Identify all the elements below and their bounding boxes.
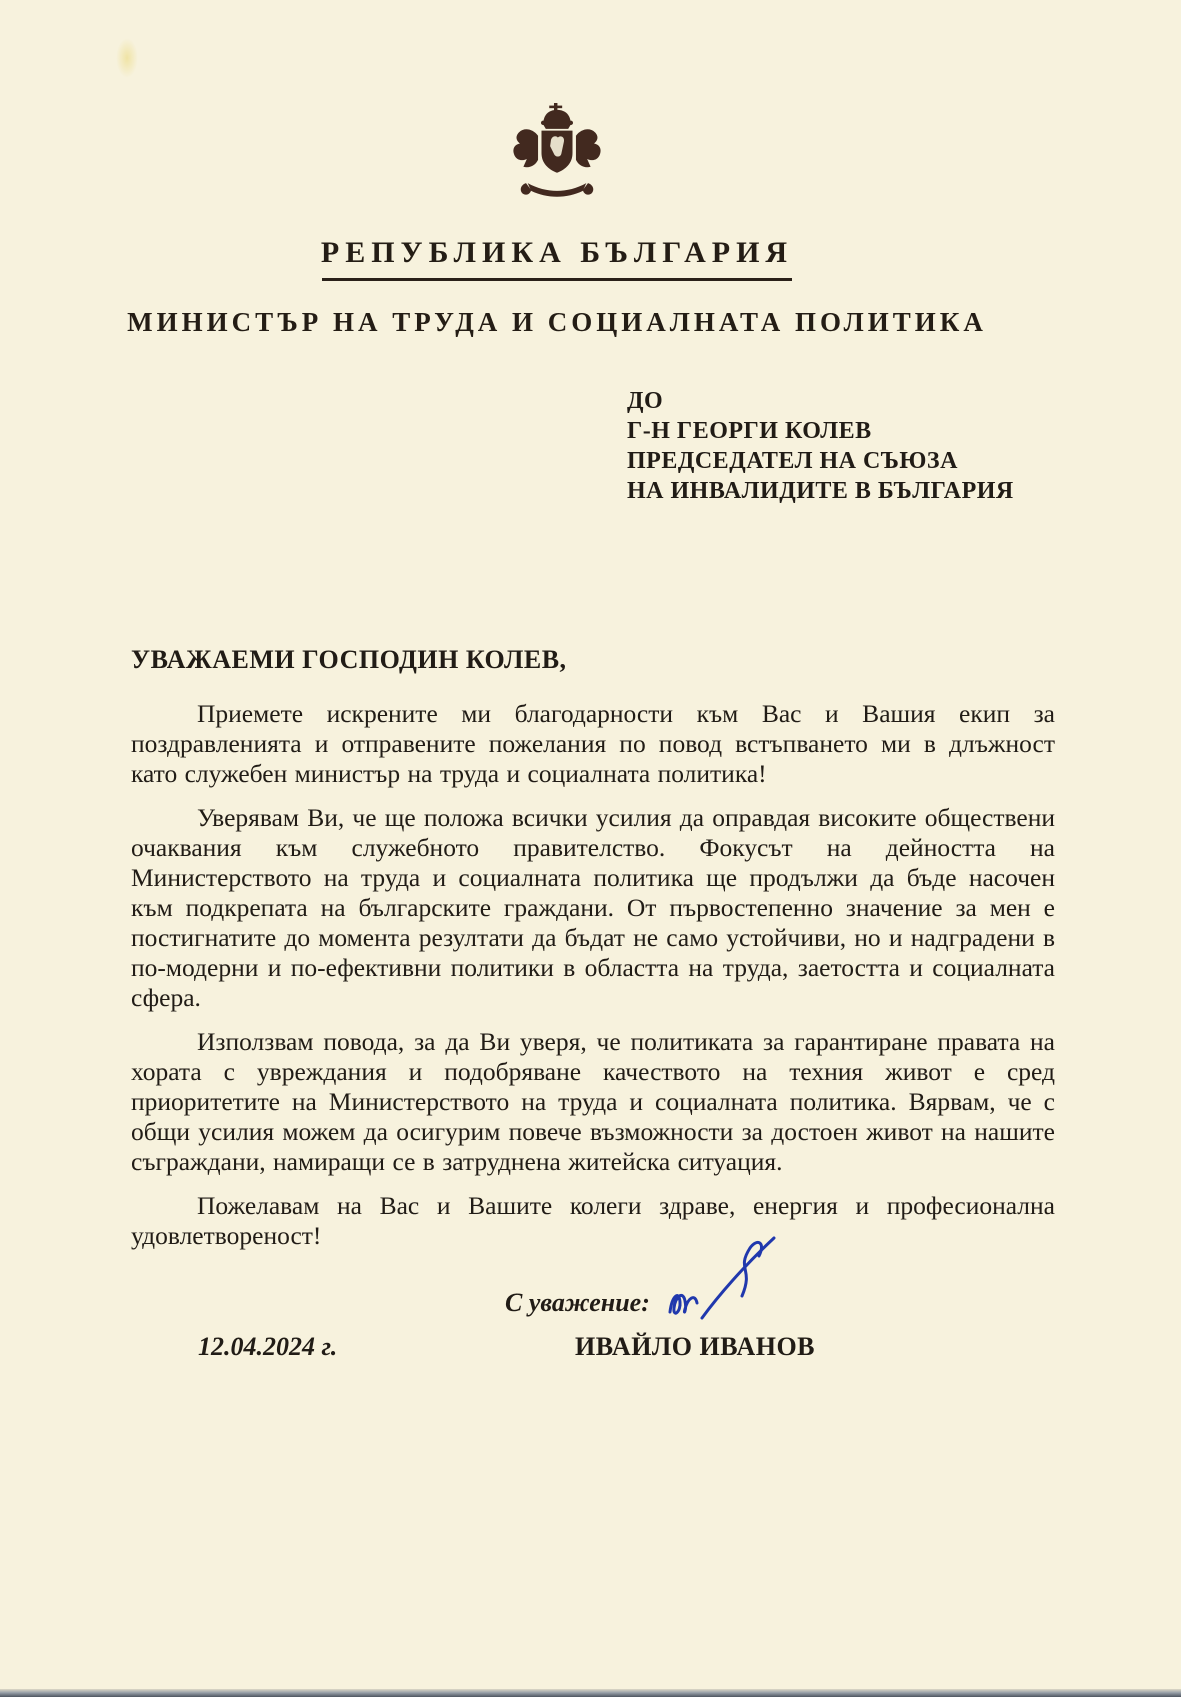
signer-name: ИВАЙЛО ИВАНОВ — [575, 1332, 816, 1361]
letterhead — [0, 103, 1114, 338]
body-paragraph-4: Пожелавам на Вас и Вашите колеги здраве, енергия и професионална удовлетвореност! — [131, 1191, 1055, 1250]
scan-smudge — [116, 38, 138, 78]
body-paragraph-3: Използвам повода, за да Ви уверя, че политиката за гарантиране правата на хората с увреждания и подобряване качеството на техния живот е сред приоритетите на Министерството на труда и социалната политика. Вярвам, че с общи усилия можем да осигурим повече възможности за достоен живот на нашите съграждани, намиращи се в затруднена житейска ситуация. — [131, 1027, 1055, 1176]
recipient-line-title-1: ПРЕДСЕДАТЕЛ НА СЪЮЗА — [627, 448, 958, 474]
salutation: УВАЖАЕМИ ГОСПОДИН КОЛЕВ, — [131, 645, 567, 674]
ministry-title: МИНИСТЪР НА ТРУДА И СОЦИАЛНАТА ПОЛИТИКА — [127, 307, 987, 337]
recipient-line-name: Г-Н ГЕОРГИ КОЛЕВ — [627, 418, 872, 444]
body-paragraph-1: Приемете искрените ми благодарности към Вас и Вашия екип за поздравленията и отправените пожелания по повод встъпването ми в длъжност като служебен министър на труда и социалната политика! — [131, 699, 1055, 788]
recipient-line-to: ДО — [627, 388, 664, 414]
recipient-block — [627, 386, 1014, 506]
bulgarian-coat-of-arms-icon — [496, 103, 618, 220]
recipient-line-title-2: НА ИНВАЛИДИТЕ В БЪЛГАРИЯ — [627, 478, 1014, 504]
scan-bottom-edge — [0, 1689, 1181, 1697]
closing-respect-label: С уважение: — [505, 1288, 650, 1317]
republic-title: РЕПУБЛИКА БЪЛГАРИЯ — [320, 236, 794, 269]
letter-date: 12.04.2024 г. — [198, 1332, 338, 1361]
letter-body — [131, 645, 1055, 1265]
handwritten-signature-icon — [636, 1228, 816, 1337]
title-underline — [322, 278, 792, 281]
body-paragraph-2: Уверявам Ви, че ще положа всички усилия да оправдая високите обществени очаквания към служебното правителство. Фокусът на дейността на Министерството на труда и социалната политика ще продължи да бъде насочен към подкрепата на българските граждани. От първостепенно значение за мен е постигнатите до момента резултати да бъдат не само устойчиви, но и надградени в по-модерни и по-ефективни политики в областта на труда, заетостта и социалната сфера. — [131, 803, 1055, 1012]
